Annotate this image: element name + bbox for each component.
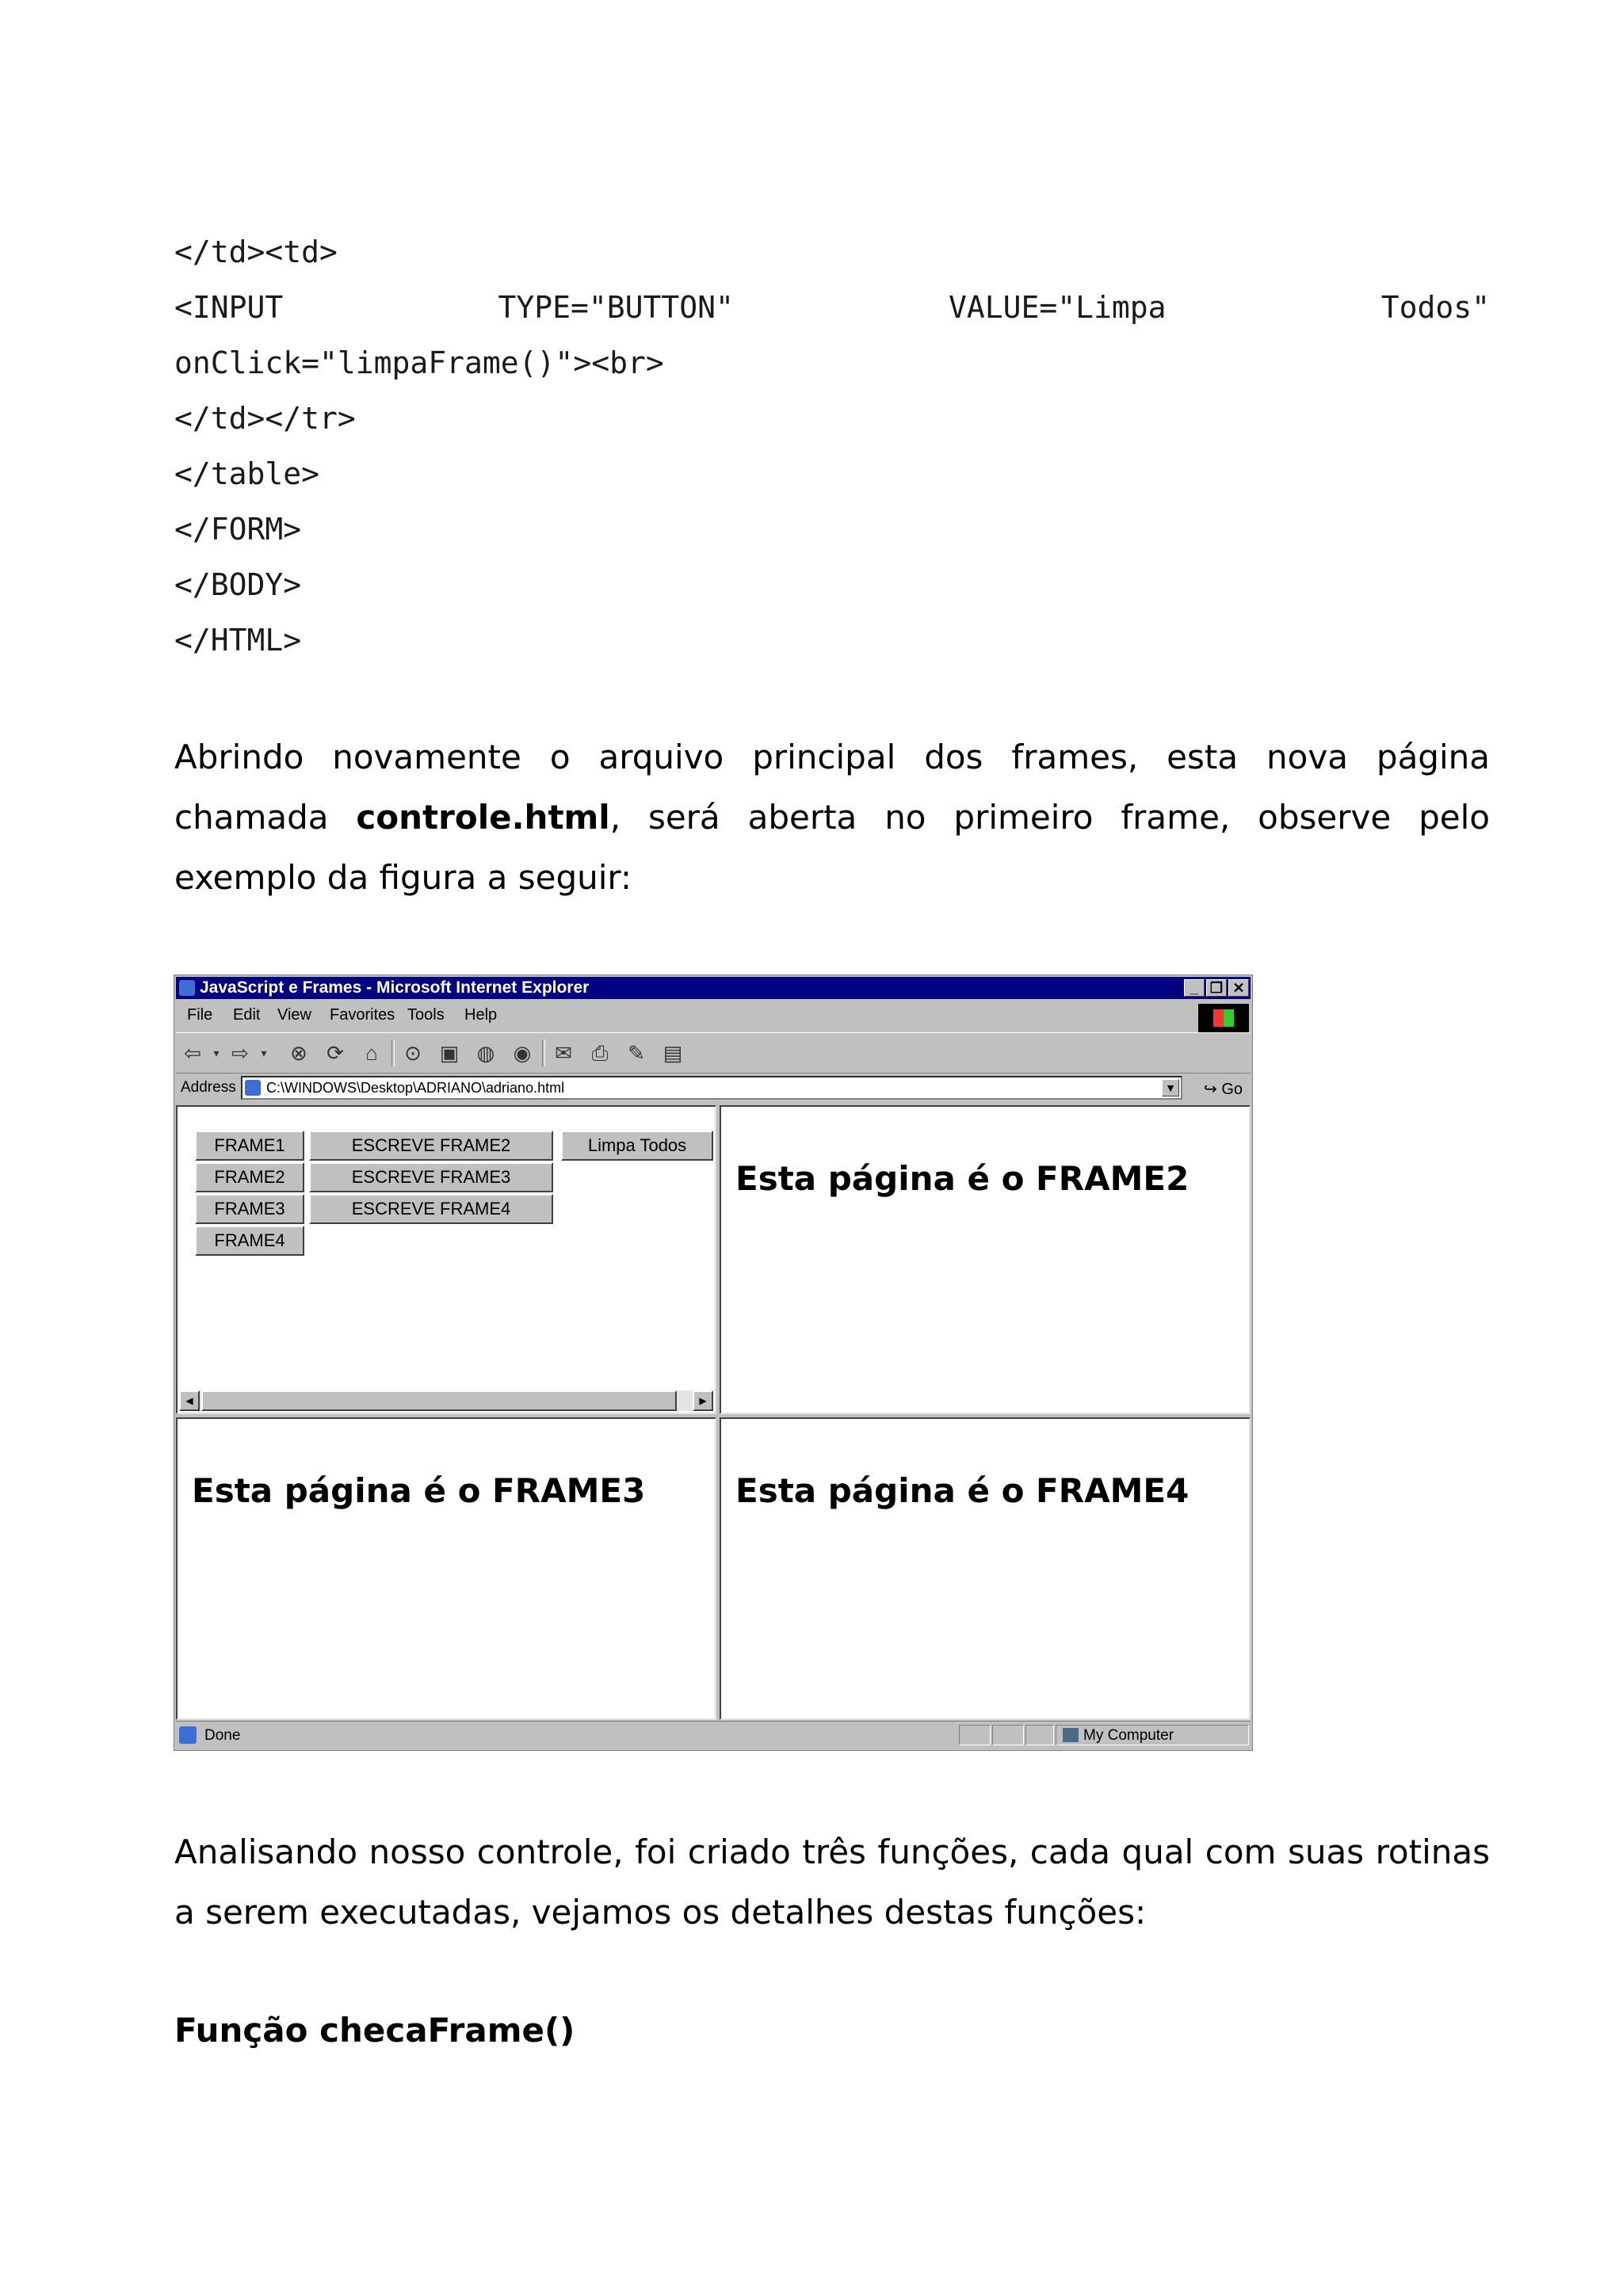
address-bar bbox=[176, 1074, 1251, 1102]
page-icon bbox=[245, 1080, 261, 1096]
escreve-frame4-button[interactable]: ESCREVE FRAME4 bbox=[309, 1194, 553, 1224]
menu-help[interactable]: Help bbox=[464, 1006, 498, 1024]
stop-icon[interactable]: ⊗ bbox=[290, 1041, 307, 1065]
ie-icon bbox=[179, 980, 195, 996]
frame1-button[interactable]: FRAME1 bbox=[195, 1131, 304, 1161]
frame2-heading: Esta página é o FRAME2 bbox=[735, 1159, 1190, 1198]
status-cell bbox=[992, 1725, 1024, 1745]
code-line: </table> bbox=[174, 456, 320, 491]
page-done-icon bbox=[179, 1726, 197, 1744]
title-bar bbox=[176, 977, 1251, 999]
toolbar bbox=[176, 1032, 1251, 1074]
frame4-heading: Esta página é o FRAME4 bbox=[735, 1471, 1190, 1510]
forward-icon[interactable]: ⇨ bbox=[231, 1041, 249, 1065]
limpa-todos-button[interactable]: Limpa Todos bbox=[561, 1131, 713, 1161]
horizontal-scrollbar[interactable] bbox=[179, 1390, 713, 1411]
frame3-heading: Esta página é o FRAME3 bbox=[192, 1471, 646, 1510]
frame4 bbox=[720, 1417, 1251, 1720]
window-title: JavaScript e Frames - Microsoft Internet Explorer bbox=[200, 978, 590, 997]
home-icon[interactable]: ⌂ bbox=[365, 1041, 378, 1065]
code-token: Todos" bbox=[1381, 290, 1490, 325]
frame2-button[interactable]: FRAME2 bbox=[195, 1162, 304, 1192]
forward-dropdown-icon[interactable]: ▾ bbox=[261, 1047, 267, 1059]
scroll-left-icon[interactable]: ◀ bbox=[179, 1390, 200, 1411]
close-button[interactable]: ✕ bbox=[1228, 979, 1249, 997]
toolbar-separator bbox=[391, 1039, 395, 1066]
back-dropdown-icon[interactable]: ▾ bbox=[213, 1047, 220, 1059]
print-icon[interactable]: ⎙ bbox=[591, 1041, 609, 1065]
address-label: Address bbox=[181, 1079, 236, 1096]
code-token: TYPE="BUTTON" bbox=[498, 290, 734, 325]
search-icon[interactable]: ⊙ bbox=[404, 1041, 422, 1065]
code-block bbox=[174, 224, 1490, 668]
scroll-thumb[interactable] bbox=[201, 1390, 677, 1411]
code-token: VALUE="Limpa bbox=[949, 290, 1167, 325]
channels-icon[interactable]: ◉ bbox=[513, 1041, 532, 1065]
zone-cell bbox=[1056, 1725, 1249, 1745]
discuss-icon[interactable]: ▤ bbox=[663, 1041, 683, 1065]
minimize-button[interactable]: _ bbox=[1184, 979, 1205, 997]
frame1-controle bbox=[176, 1105, 716, 1414]
browser-window-screenshot bbox=[174, 974, 1253, 1751]
scroll-right-icon[interactable]: ▶ bbox=[693, 1390, 713, 1411]
escreve-frame3-button[interactable]: ESCREVE FRAME3 bbox=[309, 1162, 553, 1192]
status-bar bbox=[176, 1721, 1251, 1749]
code-line: </FORM> bbox=[174, 512, 302, 547]
menu-favorites[interactable]: Favorites bbox=[330, 1006, 395, 1024]
back-icon[interactable]: ⇦ bbox=[184, 1041, 201, 1065]
windows-logo-icon bbox=[1198, 1004, 1249, 1032]
menu-bar bbox=[176, 1002, 1251, 1029]
address-input[interactable] bbox=[241, 1076, 1182, 1100]
frame3 bbox=[176, 1417, 716, 1720]
intro-paragraph: Abrindo novamente o arquivo principal dos frames, esta nova página chamada controle.html, será aberta no primeiro frame, observe pelo exemplo da figura a seguir: bbox=[174, 738, 1490, 897]
go-button[interactable]: ↪ Go bbox=[1203, 1081, 1243, 1098]
menu-view[interactable]: View bbox=[277, 1006, 311, 1024]
toolbar-separator bbox=[542, 1039, 545, 1066]
restore-button[interactable]: ❐ bbox=[1206, 979, 1227, 997]
code-line: </BODY> bbox=[174, 567, 302, 602]
address-dropdown-icon[interactable]: ▼ bbox=[1162, 1079, 1179, 1097]
favorites-icon[interactable]: ▣ bbox=[439, 1041, 460, 1065]
frameset bbox=[176, 1105, 1251, 1720]
address-value: C:\WINDOWS\Desktop\ADRIANO\adriano.html bbox=[266, 1080, 565, 1096]
frame2 bbox=[720, 1105, 1251, 1414]
section-heading: Função checaFrame() bbox=[174, 2011, 575, 2050]
code-line: </td></tr> bbox=[174, 401, 356, 436]
menu-tools[interactable]: Tools bbox=[407, 1006, 445, 1024]
mail-icon[interactable]: ✉ bbox=[555, 1041, 572, 1065]
code-line: onClick="limpaFrame()"><br> bbox=[174, 345, 664, 380]
status-cell bbox=[1025, 1725, 1054, 1745]
filename-bold: controle.html bbox=[356, 798, 610, 837]
my-computer-icon bbox=[1063, 1728, 1079, 1742]
code-token: <INPUT bbox=[174, 290, 284, 325]
frame4-button[interactable]: FRAME4 bbox=[195, 1226, 304, 1256]
menu-edit[interactable]: Edit bbox=[233, 1006, 261, 1024]
code-line: </HTML> bbox=[174, 623, 302, 658]
code-line: </td><td> bbox=[174, 235, 338, 269]
code-line-input bbox=[174, 280, 1490, 335]
frame3-button[interactable]: FRAME3 bbox=[195, 1194, 304, 1224]
escreve-frame2-button[interactable]: ESCREVE FRAME2 bbox=[309, 1131, 553, 1161]
status-cell bbox=[959, 1725, 991, 1745]
status-text: Done bbox=[204, 1727, 241, 1744]
menu-file[interactable]: File bbox=[187, 1006, 213, 1024]
analysis-paragraph: Analisando nosso controle, foi criado três funções, cada qual com suas rotinas a serem executadas, vejamos os detalhes destas funções: bbox=[174, 1833, 1490, 1932]
history-icon[interactable]: ◍ bbox=[476, 1041, 495, 1065]
zone-text: My Computer bbox=[1083, 1727, 1174, 1744]
edit-icon[interactable]: ✎ bbox=[628, 1041, 645, 1065]
refresh-icon[interactable]: ⟳ bbox=[327, 1041, 344, 1065]
